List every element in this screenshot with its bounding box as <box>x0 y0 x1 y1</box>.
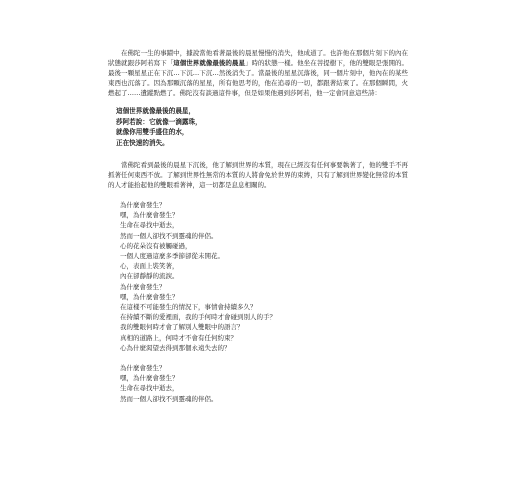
quote-line: 正在快速的消失。 <box>116 138 169 147</box>
paragraph-2: 當佛陀看到最後的晨星下沉後，他了解到世界的本質，現在已經沒有任何事要執著了，他的雙手不再抓著任何東西不放。了解到世界性無常的本質的人將會免於世界的束縛，只有了解到世界變化無常的本質的人才能抬起他的雙眼看著神，這一切都是息息相關的。 <box>108 161 408 189</box>
poem-stanza-2 <box>120 363 408 404</box>
quote-line: 莎阿若說：它就像一滴露珠， <box>116 117 202 126</box>
poem-line: 心，表面上裝笑著， <box>120 262 179 271</box>
poem-line: 真相的道路上，何時才不會有任何約束？ <box>120 333 237 342</box>
paragraph-1-text: 在佛陀一生的事蹟中，據說當他看著最後的晨星慢慢的消失，他成道了。也許他在那個片刻下的內在狀態就跟莎阿若寫下「 <box>108 49 408 67</box>
quote-block <box>116 106 408 148</box>
poem-line: 生命在尋找中逝去， <box>120 384 179 393</box>
paragraph-1-highlight: 這個世界就像最後的晨星 <box>173 59 245 67</box>
poem-stanza-1 <box>120 200 408 353</box>
poem-line: 在持續不斷的愛裡面，我的手何時才會碰到別人的手？ <box>120 313 276 322</box>
poem-line: 內在卻靜靜的流淚。 <box>120 272 179 281</box>
paragraph-1 <box>108 48 408 98</box>
poem-line: 我的雙眼何時才會了解別人雙眼中的語言？ <box>120 323 244 332</box>
paragraph-1-text-end: 」時的狀態一樣。他坐在菩提樹下，他的雙眼是張開的。最後一顆星星正在下沉…下沉…下沉…然後消失了。當最後的星星沉落後，同一個片刻中，他內在的某些東西也沉落了。因為那顆沉落的星星，所有他思考的，他在追尋的一切，都跟著結束了。在那個瞬間，火燃起了……遺蹤點燃了。佛陀沒有談過這件事，但是如果他遇到莎阿若，他一定會同意這些詩： <box>108 59 409 97</box>
quote-line: 就像你用雙手盛住的水， <box>116 128 189 136</box>
poem-line: 生命在尋找中逝去， <box>120 221 179 230</box>
poem-line: 心為什麼渴望去得到那個永遠失去的？ <box>120 343 231 352</box>
poem-line: 為什麼會發生？ <box>120 201 166 209</box>
poem-line: 然而一個人卻找不到靈魂的伴侶。 <box>120 394 218 403</box>
quote-line: 這個世界就像最後的晨星， <box>116 107 196 115</box>
document-body <box>108 48 408 414</box>
poem-line: 然而一個人卻找不到靈魂的伴侶。 <box>120 231 218 240</box>
poem-line: 在這樣不可能發生的情況下，事情會持續多久？ <box>120 303 257 312</box>
poem-line: 嘿，為什麼會發生？ <box>120 374 179 383</box>
poem-line: 嘿，為什麼會發生？ <box>120 211 179 220</box>
poem-line: 為什麼會發生？ <box>120 282 166 291</box>
poem-line: 嘿，為什麼會發生？ <box>120 292 179 301</box>
poem-line: 心的花朵沒有被觸碰過， <box>120 241 192 250</box>
poem-line: 一個人度過這麼多季節卻從未開花。 <box>120 252 224 261</box>
poem-line: 為什麼會發生？ <box>120 364 166 373</box>
